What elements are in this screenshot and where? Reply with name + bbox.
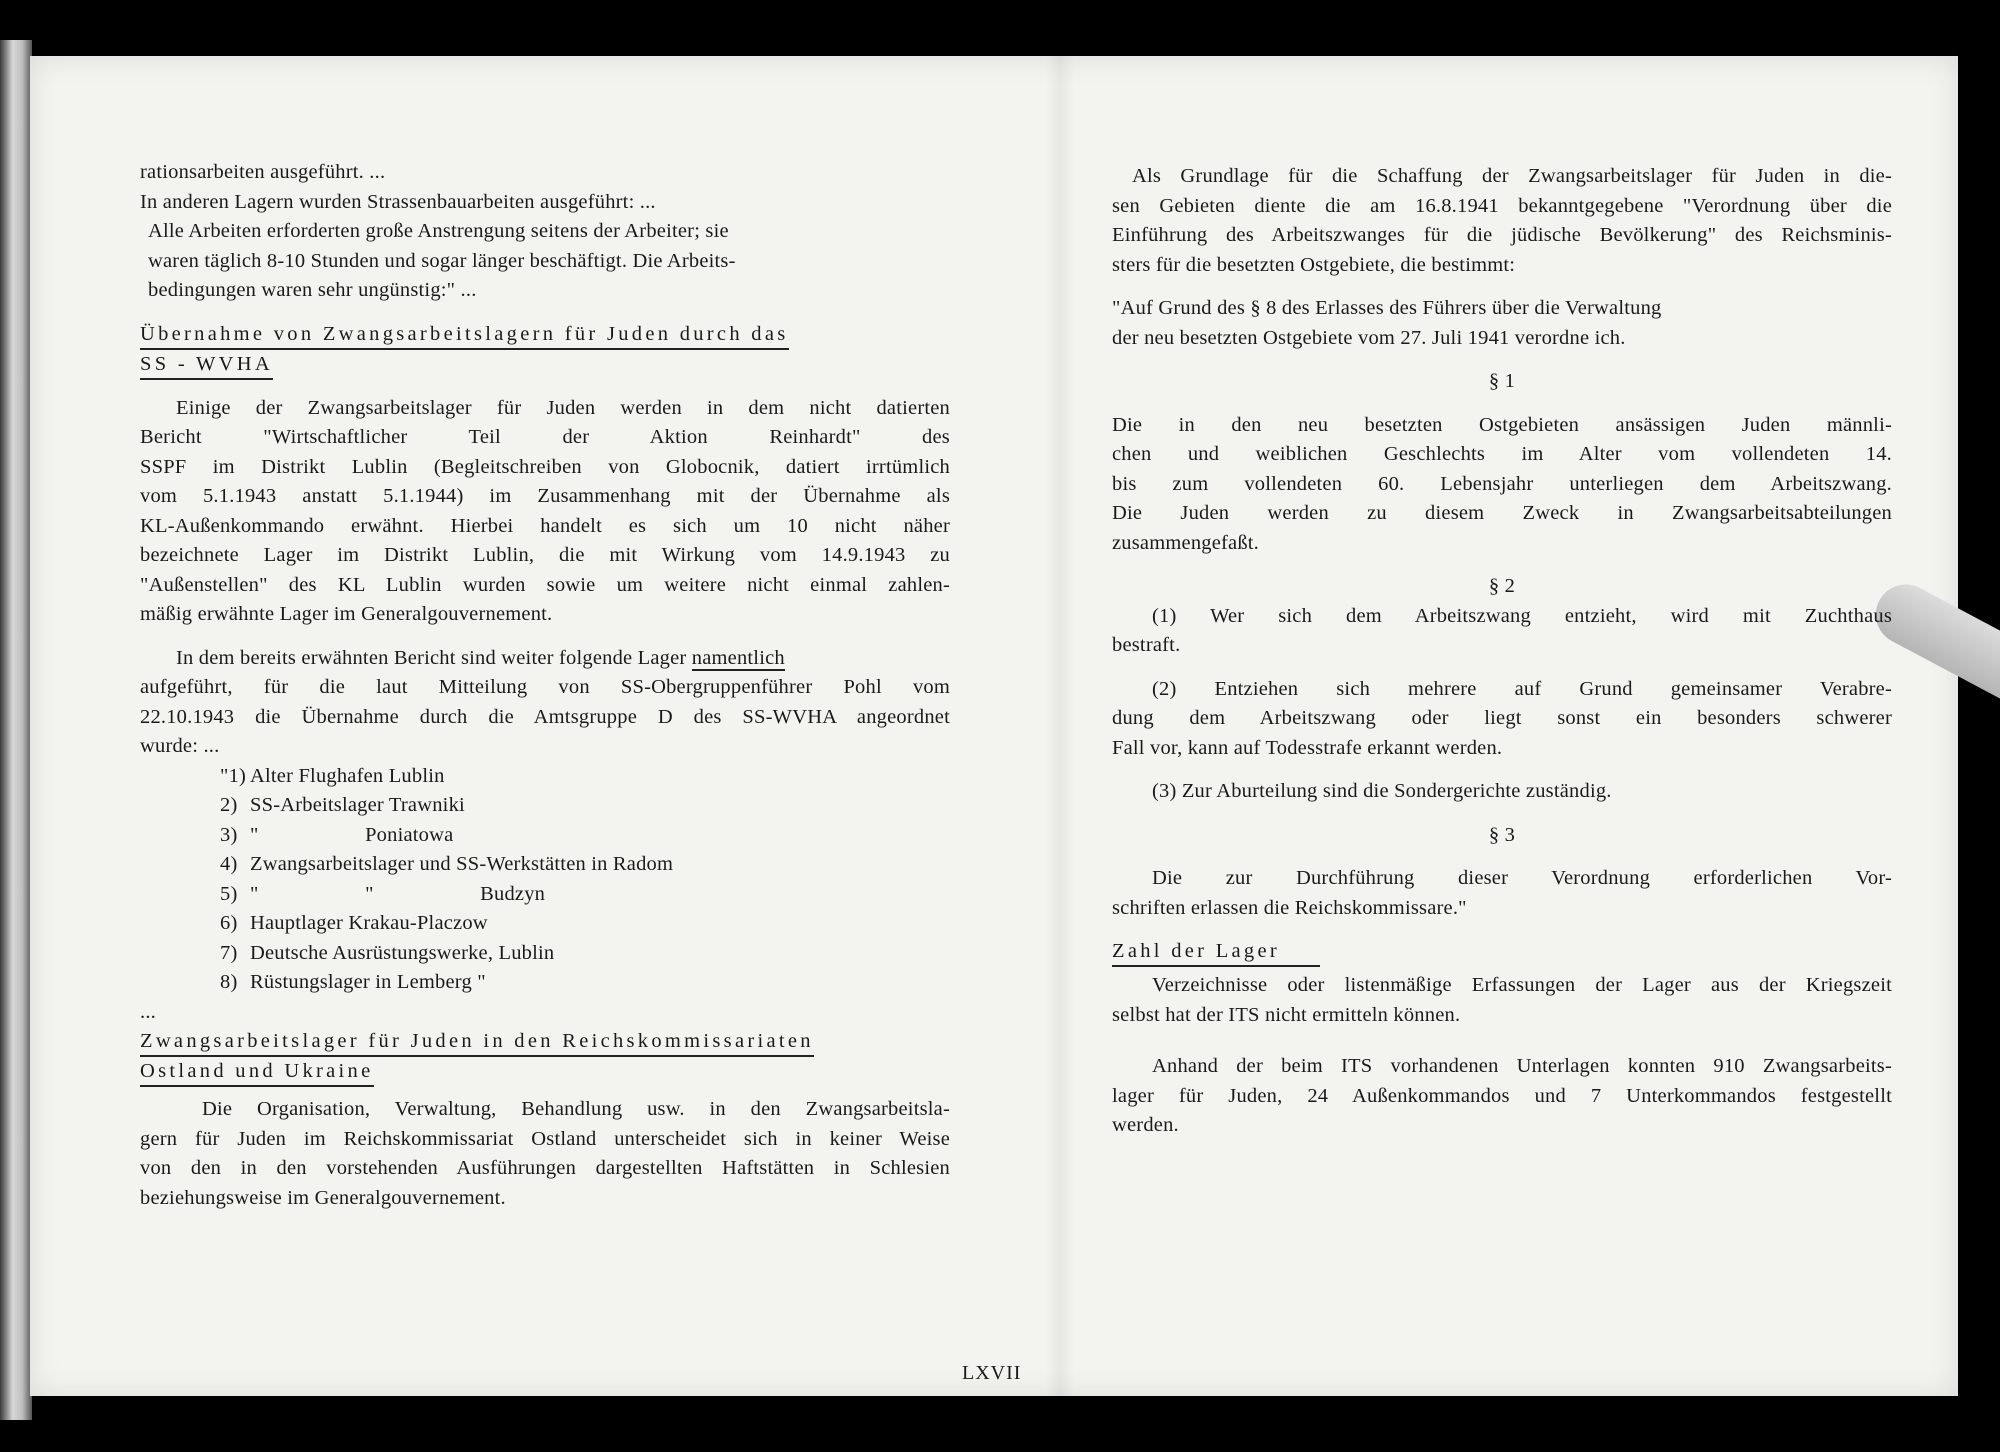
section-mark: § 2 (1488, 575, 1516, 597)
text-line: ... (140, 1000, 156, 1023)
section-heading: Zahl der Lager (1112, 937, 1892, 967)
text-line: In anderen Lagern wurden Strassenbauarbeiten ausgeführt: ... (140, 190, 656, 213)
text-line: schriften erlassen die Reichskommissare." (1112, 896, 1467, 919)
page-number: LXVII (962, 1362, 1022, 1384)
underlined-word: namentlich (691, 646, 785, 669)
text-line: In dem bereits erwähnten Bericht sind weiter folgende Lager namentlich (176, 646, 785, 669)
text-line: Als Grundlage für die Schaffung der Zwangsarbeitslager für Juden in die- (1132, 165, 1892, 187)
text-line: bestraft. (1112, 634, 1181, 656)
page-gutter (1045, 56, 1075, 1396)
list-item: 2) SS-Arbeitslager Trawniki (220, 794, 465, 816)
text-line: (2) Entziehen sich mehrere auf Grund gemeinsamer Verabre- (1152, 677, 1892, 700)
text-line: der neu besetzten Ostgebiete vom 27. Juli 1941 verordne ich. (1112, 326, 1626, 349)
list-item: 3) " Poniatowa (220, 823, 454, 846)
text-line: dung dem Arbeitszwang oder liegt sonst ein besonders schwerer (1112, 707, 1892, 729)
text-line: Einführung des Arbeitszwanges für die jüdische Bevölkerung" des Reichsminis- (1112, 224, 1892, 246)
section-heading: Ostland und Ukraine (140, 1057, 950, 1087)
text-line: vom 5.1.1943 anstatt 5.1.1944) im Zusammenhang mit der Übernahme als (140, 485, 950, 507)
text-line: "Außenstellen" des KL Lublin wurden sowie um weitere nicht einmal zahlen- (140, 573, 950, 596)
section-heading: SS - WVHA (140, 350, 950, 380)
text-line: beziehungsweise im Generalgouvernement. (140, 1186, 506, 1209)
text-line: SSPF im Distrikt Lublin (Begleitschreiben von Globocnik, datiert irrtümlich (140, 455, 950, 478)
list-item: 6) Hauptlager Krakau-Placzow (220, 912, 488, 934)
text-line: Fall vor, kann auf Todesstrafe erkannt werden. (1112, 736, 1503, 759)
list-item: 4) Zwangsarbeitslager und SS-Werkstätten in Radom (220, 853, 674, 875)
text-line: lager für Juden, 24 Außenkommandos und 7 Unterkommandos festgestellt (1112, 1084, 1892, 1107)
section-mark: § 3 (1488, 823, 1516, 846)
section-heading: Übernahme von Zwangsarbeitslagern für Juden durch das (140, 320, 950, 350)
text-line: zusammengefaßt. (1112, 531, 1260, 554)
list-item: 8) Rüstungslager in Lemberg " (220, 971, 486, 993)
text-line: Bericht "Wirtschaftlicher Teil der Aktion Reinhardt" des (140, 426, 950, 448)
text-line: Die Juden werden zu diesem Zweck in Zwangsarbeitsabteilungen (1112, 502, 1892, 524)
text-line: (3) Zur Aburteilung sind die Sondergerichte zuständig. (1152, 780, 1612, 802)
text-line: wurde: ... (140, 735, 220, 757)
text-line: sters für die besetzten Ostgebiete, die bestimmt: (1112, 253, 1516, 276)
text-line: bedingungen waren sehr ungünstig:" ... (148, 279, 477, 301)
text-line: 22.10.1943 die Übernahme durch die Amtsgruppe D des SS-WVHA angeordnet (140, 705, 950, 728)
list-item: 7) Deutsche Ausrüstungswerke, Lublin (220, 941, 555, 964)
text-line: Die Organisation, Verwaltung, Behandlung usw. in den Zwangsarbeitsla- (202, 1098, 950, 1120)
text-line: von den in den vorstehenden Ausführungen dargestellten Haftstätten in Schlesien (140, 1157, 950, 1179)
left-column (140, 158, 950, 1213)
right-column (1112, 162, 1892, 1141)
text-line: Verzeichnisse oder listenmäßige Erfassungen der Lager aus der Kriegszeit (1152, 974, 1892, 996)
text-line: KL-Außenkommando erwähnt. Hierbei handelt es sich um 10 nicht näher (140, 514, 950, 537)
text-line: Anhand der beim ITS vorhandenen Unterlagen konnten 910 Zwangsarbeits- (1152, 1055, 1892, 1077)
text-line: selbst hat der ITS nicht ermitteln können. (1112, 1003, 1461, 1026)
text-line: bezeichnete Lager im Distrikt Lublin, die mit Wirkung vom 14.9.1943 zu (140, 544, 950, 566)
text-line: gern für Juden im Reichskommissariat Ostland unterscheidet sich in keiner Weise (140, 1127, 950, 1150)
text-line: Die zur Durchführung dieser Verordnung erforderlichen Vor- (1152, 867, 1892, 889)
text-line: "Auf Grund des § 8 des Erlasses des Führers über die Verwaltung (1112, 297, 1662, 319)
text-line: sen Gebieten diente die am 16.8.1941 bekanntgegebene "Verordnung über die (1112, 194, 1892, 217)
text-line: rationsarbeiten ausgeführt. ... (140, 161, 386, 183)
list-item: "1) Alter Flughafen Lublin (220, 764, 445, 787)
section-heading: Zwangsarbeitslager für Juden in den Reichskommissariaten (140, 1027, 950, 1057)
list-item: 5) " " Budzyn (220, 882, 546, 905)
camp-list (220, 762, 950, 998)
text-line: aufgeführt, für die laut Mitteilung von SS-Obergruppenführer Pohl vom (140, 676, 950, 698)
text-line: Die in den neu besetzten Ostgebieten ansässigen Juden männli- (1112, 413, 1892, 436)
text-line: mäßig erwähnte Lager im Generalgouvernement. (140, 603, 553, 625)
text-line: bis zum vollendeten 60. Lebensjahr unterliegen dem Arbeitszwang. (1112, 472, 1892, 495)
text-line: (1) Wer sich dem Arbeitszwang entzieht, wird mit Zuchthaus (1152, 604, 1892, 627)
text-line: waren täglich 8-10 Stunden und sogar länger beschäftigt. Die Arbeits- (148, 249, 736, 272)
book-binding (0, 40, 32, 1420)
section-mark: § 1 (1488, 370, 1516, 392)
text-line: chen und weiblichen Geschlechts im Alter vom vollendeten 14. (1112, 443, 1892, 465)
text-line: Alle Arbeiten erforderten große Anstrengung seitens der Arbeiter; sie (148, 220, 729, 242)
text-line: werden. (1112, 1114, 1179, 1136)
text-line: Einige der Zwangsarbeitslager für Juden werden in dem nicht datierten (176, 396, 950, 419)
